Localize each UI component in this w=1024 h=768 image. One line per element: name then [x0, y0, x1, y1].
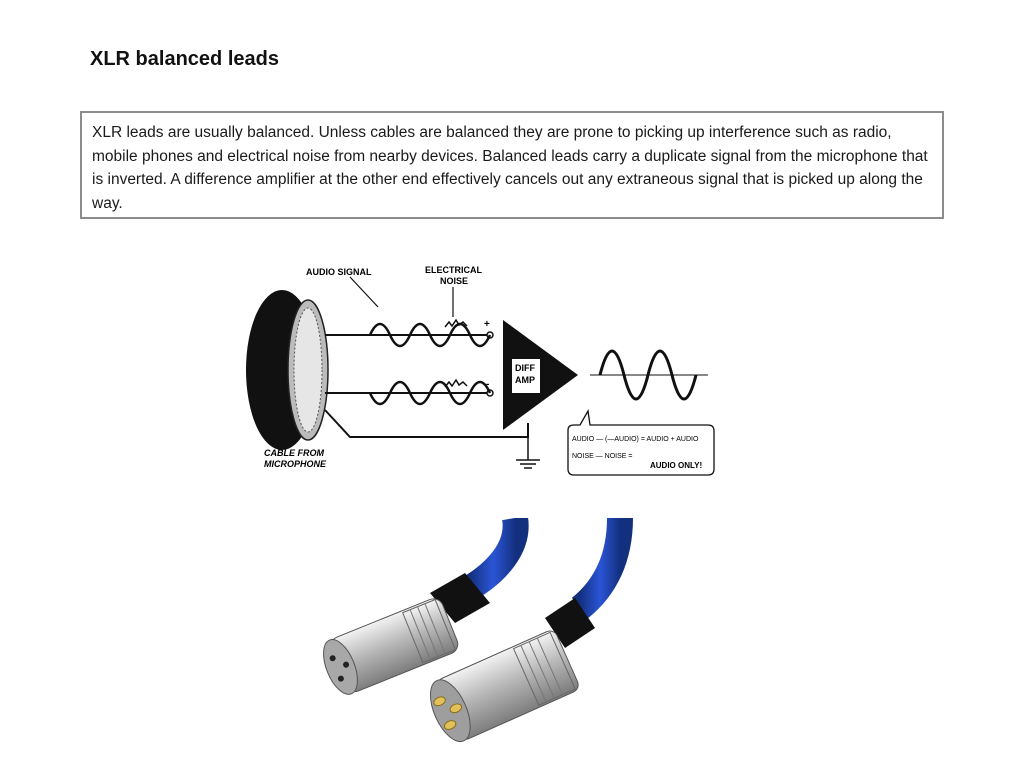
blue-cable-left	[470, 518, 516, 588]
cable-label-line2: MICROPHONE	[264, 459, 327, 469]
xlr-cable-photo	[295, 518, 655, 763]
signal-wires	[325, 335, 528, 437]
slide-title: XLR balanced leads	[90, 48, 279, 70]
cable-label-line1: CABLE FROM	[264, 448, 324, 458]
balanced-line-diagram	[240, 255, 730, 485]
plus-sign: +	[484, 319, 490, 330]
microphone-icon	[246, 290, 328, 450]
bubble-line2: NOISE — NOISE =	[572, 453, 633, 460]
noise-lower	[445, 380, 467, 387]
noise-label-line1: ELECTRICAL	[425, 265, 482, 275]
diff-amp-label-line1: DIFF	[515, 363, 535, 373]
noise-label-line2: NOISE	[440, 276, 469, 286]
ground-symbol-icon	[516, 437, 540, 468]
bubble-result: AUDIO ONLY!	[650, 461, 703, 470]
diff-amp-label-line2: AMP	[515, 375, 535, 385]
audio-signal-label: AUDIO SIGNAL	[306, 267, 372, 277]
description-text: XLR leads are usually balanced. Unless cables are balanced they are prone to picking up interference such as radio, mobile phones and electrical noise from nearby devices. Balanced leads carry a duplicate signal from the microphone that is inverted. A difference amplifier at the other end effectively cancels out any extraneous signal that is picked up along the way.	[92, 124, 928, 212]
audio-signal-arrow	[350, 277, 378, 307]
bubble-line1: AUDIO — (—AUDIO) = AUDIO + AUDIO	[572, 436, 699, 443]
description-box	[80, 111, 944, 219]
blue-cable-right	[580, 518, 620, 608]
minus-sign: -	[486, 379, 490, 390]
